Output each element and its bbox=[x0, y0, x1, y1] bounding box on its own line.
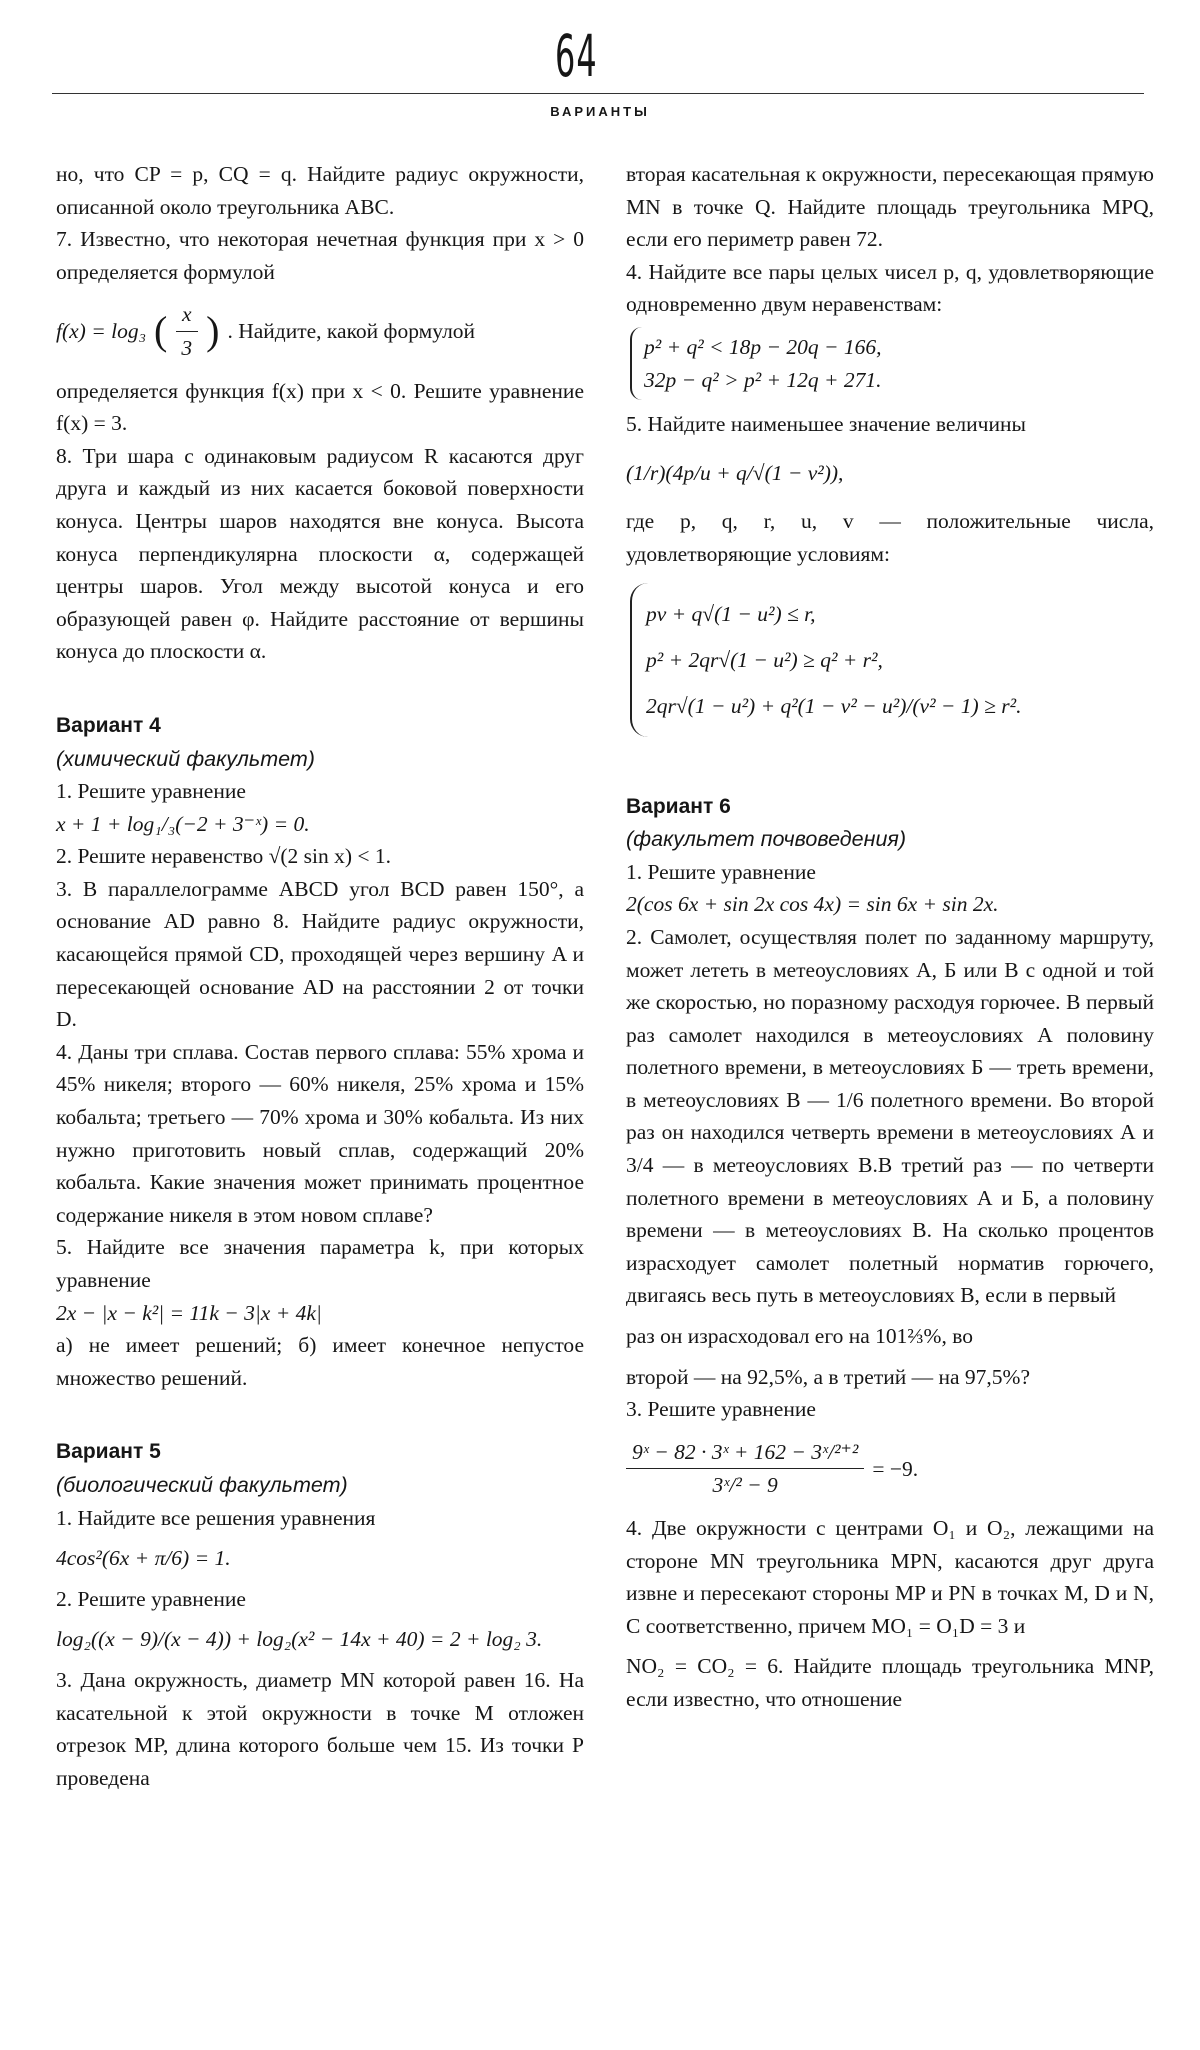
v6-formula-1: 2(cos 6x + sin 2x cos 4x) = sin 6x + sin 2x. bbox=[626, 892, 999, 917]
v5-problem-2: 2. Решите уравнение bbox=[56, 1586, 246, 1611]
v4-problem-5-cont: а) не имеет решений; б) имеет конечное непустое множество решений. bbox=[56, 1333, 584, 1390]
header-rule bbox=[52, 93, 1144, 94]
problem-8: 8. Три шара с одинаковым радиусом R касаются друг друга и каждый из них касается боковой поверхности конуса. Центры шаров находятся вне конуса. Высота конуса перпендикулярна плоскости α, содержащей центры шаров. Угол между высотой конуса и его образующей равен φ. Найдите расстояние от вершины конуса до плоскости α. bbox=[56, 443, 584, 664]
v5-formula-1: 4cos²(6x + π/6) = 1. bbox=[56, 1546, 231, 1571]
right-column bbox=[626, 158, 1154, 1724]
v6-problem-3: 3. Решите уравнение bbox=[626, 1397, 816, 1422]
v6-formula-3 bbox=[626, 1436, 918, 1502]
v6-problem-2: 2. Самолет, осуществляя полет по заданному маршруту, может лететь в метеоусловиях А, Б или В с одной и той же скоростью, но поразному расходуя горючее. В первый раз самолет находился в метеоусловиях А половину полетного времени, в метеоусловиях Б — треть времени, в метеоусловиях В — 1/6 полетного времени. Во второй раз он находился четверть времени в метеоусловиях А и 3/4 — в метеоусловиях В.В третий раз — по четверти полетного времени в метеоусловиях А и Б, а половину времени — в метеоусловиях В. На сколько процентов израсходует самолет полетный норматив горючего, двигаясь весь путь в метеоусловиях В, если в первый bbox=[626, 924, 1154, 1308]
v6-formula-3-rhs: = −9. bbox=[872, 1456, 919, 1481]
v4-formula-1: x + 1 + log₁/₃(−2 + 3⁻ˣ) = 0. bbox=[56, 811, 310, 836]
v5-problem-4: 4. Найдите все пары целых чисел p, q, удовлетворяющие одновременно двум неравенствам: bbox=[626, 259, 1154, 317]
v5-problem-5-cont: где p, q, r, u, v — положительные числа, удовлетворяющие условиям: bbox=[626, 509, 1154, 566]
running-title: ВАРИАНТЫ bbox=[550, 104, 650, 119]
system-line: 2qr√(1 − u²) + q²(1 − v² − u²)/(v² − 1) ≥ r². bbox=[646, 693, 1022, 718]
v5-problem-1: 1. Найдите все решения уравнения bbox=[56, 1505, 376, 1530]
formula-7-fraction bbox=[175, 298, 198, 364]
v4-problem-5: 5. Найдите все значения параметра k, при которых уравнение bbox=[56, 1235, 584, 1292]
formula-7-left: f(x) = log₃ bbox=[56, 319, 147, 344]
v5-problem-3: 3. Дана окружность, диаметр MN которой равен 16. На касательной к этой окружности в точке M отложен отрезок MP, длина которого больше чем 15. Из точки P проведена bbox=[56, 1667, 584, 1790]
v4-problem-3: 3. В параллелограмме ABCD угол BCD равен 150°, а основание AD равно 8. Найдите радиус окружности, касающейся прямой CD, проходящей через вершину A и пересекающей основание AD на расстоянии 2 от точки D. bbox=[56, 876, 584, 1032]
formula-7: f(x) = log₃ ( $\frac{x}{3}$ ) . Найдите, какой формулой bbox=[56, 298, 475, 364]
formula-7-right: . Найдите, какой формулой bbox=[227, 319, 476, 344]
v5-system-4 bbox=[630, 327, 882, 400]
v5-formula-5: (1/r)(4p/u + q/√(1 − v²)), bbox=[626, 460, 844, 485]
variant-4-title: Вариант 4 bbox=[56, 713, 161, 737]
v5-problem-3-cont: вторая касательная к окружности, пересекающая прямую MN в точке Q. Найдите площадь треугольника MPQ, если его периметр равен 72. bbox=[626, 162, 1154, 252]
v6-problem-2-cont: раз он израсходовал его на 101⅔%, во bbox=[626, 1324, 973, 1349]
system-line: p² + 2qr√(1 − u²) ≥ q² + r², bbox=[646, 647, 883, 672]
v6-problem-4-cont: NO₂ = CO₂ = 6. Найдите площадь треугольника MNP, если известно, что отношение bbox=[626, 1654, 1154, 1711]
v6-problem-4: 4. Две окружности с центрами O₁ и O₂, лежащими на стороне MN треугольника MPN, касаются друг друга извне и пересекают стороны MP и PN в точках M, D и N, C соответственно, причем MO₁ = O₁D = 3 и bbox=[626, 1516, 1154, 1638]
v5-problem-5: 5. Найдите наименьшее значение величины bbox=[626, 412, 1026, 437]
page-number: 64 bbox=[555, 22, 598, 90]
v4-problem-2: 2. Решите неравенство √(2 sin x) < 1. bbox=[56, 844, 392, 869]
v6-formula-3-fraction bbox=[626, 1436, 864, 1502]
left-column bbox=[56, 158, 584, 1794]
variant-6-title: Вариант 6 bbox=[626, 794, 731, 818]
v6-problem-2-end: второй — на 92,5%, а в третий — на 97,5%? bbox=[626, 1364, 1030, 1389]
variant-5-title: Вариант 5 bbox=[56, 1440, 161, 1464]
system-line: p² + q² < 18p − 20q − 166, bbox=[644, 334, 882, 359]
variant-4-faculty: (химический факультет) bbox=[56, 746, 315, 771]
variant-6-faculty: (факультет почвоведения) bbox=[626, 827, 907, 852]
v4-formula-5: 2x − |x − k²| = 11k − 3|x + 4k| bbox=[56, 1300, 322, 1325]
problem-7-cont: определяется функция f(x) при x < 0. Решите уравнение f(x) = 3. bbox=[56, 378, 584, 436]
system-line: pv + q√(1 − u²) ≤ r, bbox=[646, 601, 816, 626]
variant-5-faculty: (биологический факультет) bbox=[56, 1472, 348, 1497]
system-line: 32p − q² > p² + 12q + 271. bbox=[644, 367, 882, 392]
v4-problem-1: 1. Решите уравнение bbox=[56, 779, 246, 804]
fraction-numerator: 9ˣ − 82 · 3ˣ + 162 − 3ˣ/²⁺² bbox=[626, 1436, 864, 1470]
v5-system-5 bbox=[630, 583, 1021, 737]
v4-problem-4: 4. Даны три сплава. Состав первого сплава: 55% хрома и 45% никеля; второго — 60% никеля, 25% хрома и 15% кобальта; третьего — 70% хрома и 30% кобальта. Из них нужно приготовить новый сплав, содержащий 20% кобальта. Какие значения может принимать процентное содержание никеля в этом новом сплаве? bbox=[56, 1039, 584, 1227]
v5-formula-2: log₂((x − 9)/(x − 4)) + log₂(x² − 14x + 40) = 2 + log₂ 3. bbox=[56, 1627, 543, 1652]
problem-7: 7. Известно, что некоторая нечетная функция при x > 0 определяется формулой bbox=[56, 227, 584, 284]
fraction-numerator: x bbox=[176, 298, 198, 332]
fraction-denominator: 3 bbox=[181, 335, 193, 360]
fraction-denominator: 3ˣ/² − 9 bbox=[712, 1473, 778, 1498]
v6-problem-1: 1. Решите уравнение bbox=[626, 859, 816, 884]
problem-continuation: но, что CP = p, CQ = q. Найдите радиус окружности, описанной около треугольника ABC. bbox=[56, 162, 584, 219]
